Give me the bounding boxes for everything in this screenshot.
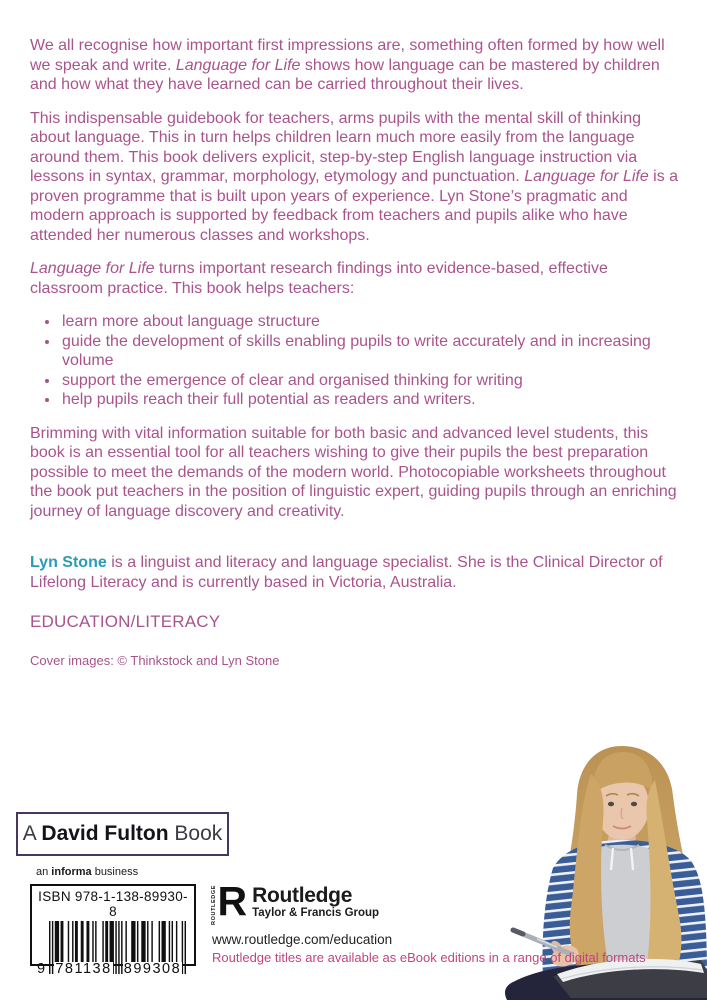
- blurb-paragraph-4: [30, 424, 679, 522]
- text-segment: turns important research findings into evidence-based, effective classroom practice. This book helps teachers:: [30, 260, 608, 297]
- blurb-paragraph-2: [30, 109, 679, 246]
- barcode-digit-left: 9: [37, 961, 46, 977]
- text-segment: A: [22, 822, 42, 845]
- publisher-group: Taylor & Francis Group: [252, 907, 380, 919]
- text-segment: is a proven programme that is built upon years of experience. Lyn Stone’s pragmatic and modern approach is supported by feedback from teachers and pupils alike who have attended her numerous classes and workshops.: [30, 168, 679, 244]
- text-segment: is a linguist and literacy and language specialist. She is the Clinical Director of Lifelong Literacy and is currently based in Victoria, Australia.: [30, 554, 663, 591]
- barcode-digit-group-2: 899308: [123, 961, 182, 977]
- ebook-availability-note: Routledge titles are available as eBook editions in a range of digital formats: [212, 950, 646, 965]
- text-segment: an: [36, 866, 52, 878]
- cover-images-credit: Cover images: © Thinkstock and Lyn Stone: [30, 652, 280, 668]
- text-segment: Language for Life: [175, 56, 301, 74]
- informa-business-label: [36, 866, 138, 878]
- text-segment: Language for Life: [30, 260, 155, 277]
- publisher-name: Routledge: [252, 884, 353, 907]
- publisher-url: www.routledge.com/education: [212, 931, 393, 947]
- text-segment: Book: [168, 822, 223, 845]
- text-segment: Language for Life: [524, 168, 649, 185]
- ean-barcode: [37, 921, 186, 977]
- blurb-paragraph-1: [30, 36, 679, 95]
- text-segment: This indispensable guidebook for teachers, arms pupils with the mental skill of thinking about language. This in turn helps children learn much more easily from the language around them. This book delivers explicit, step-by-step English language instruction via lessons in syntax, grammar, morphology, etymology and punctuation.: [30, 109, 641, 185]
- blurb-paragraph-3: [30, 259, 679, 298]
- david-fulton-badge: [16, 812, 229, 856]
- list-item: • guide the development of skills enabling pupils to write accurately and in increasing volume: [60, 332, 679, 371]
- text-segment: informa: [51, 866, 92, 878]
- routledge-logo-icon: ROUTLEDGE R: [211, 878, 246, 925]
- isbn-label: ISBN 978-1-138-89930-8: [38, 889, 188, 919]
- text-segment: business: [91, 866, 139, 878]
- text-segment: Lyn Stone: [30, 554, 107, 571]
- list-item: • learn more about language structure: [60, 312, 679, 332]
- text-segment: Brimming with vital information suitable for both basic and advanced level students, this book is an essential tool for all teachers wishing to give their pupils the best preparation possible to meet the demands of the modern world. Photocopiable worksheets throughout the book put teachers in the position of linguistic expert, guiding pupils through an enriching journey of language discovery and creativity.: [30, 424, 677, 520]
- author-bio: [30, 553, 679, 592]
- list-item: • support the emergence of clear and organised thinking for writing: [60, 371, 679, 391]
- text-segment: David Fulton: [41, 822, 169, 845]
- isbn-barcode-box: [30, 884, 196, 977]
- text-segment: We all recognise how important first impressions are, something often formed by how well we speak and write.: [30, 37, 665, 74]
- barcode-digits: [37, 962, 187, 977]
- barcode-digit-group-1: 781138: [55, 961, 112, 977]
- category-label: EDUCATION/LITERACY: [30, 612, 221, 631]
- benefits-list: [30, 312, 679, 410]
- publisher-block: [211, 878, 393, 947]
- text-segment: shows how language can be mastered by children and how what they have learned can be carried throughout their lives.: [30, 56, 660, 93]
- blurb: [30, 36, 679, 684]
- list-item: • help pupils reach their full potential as readers and writers.: [60, 390, 679, 410]
